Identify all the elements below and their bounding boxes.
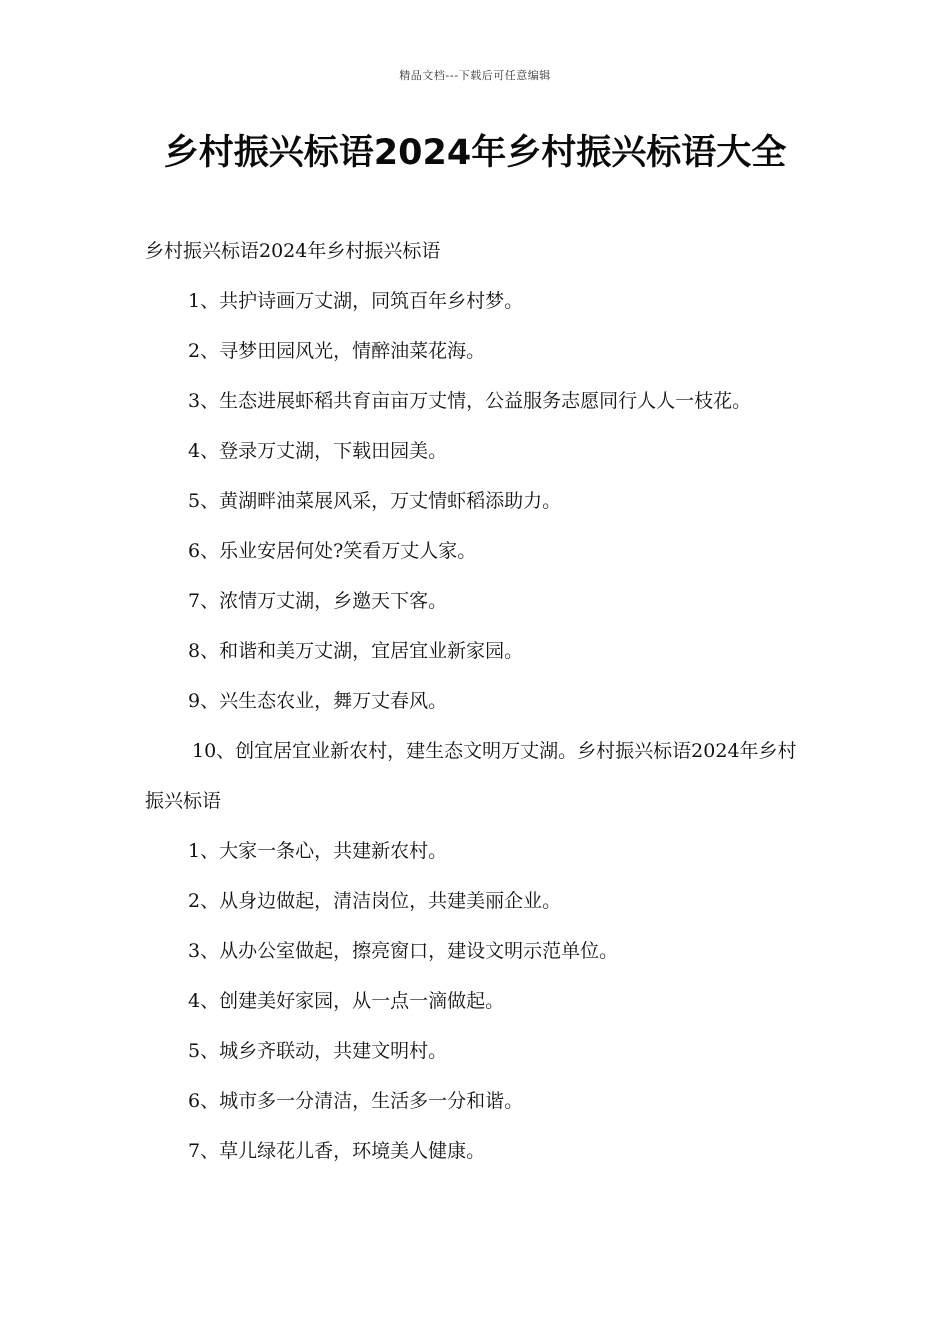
document-title: 乡村振兴标语2024年乡村振兴标语大全 [163,133,787,173]
list-item: 6、城市多一分清洁，生活多一分和谐。 [188,1090,524,1112]
document-body [145,226,805,1176]
list-item: 2、从身边做起，清洁岗位，共建美丽企业。 [188,890,562,912]
list-item: 1、共护诗画万丈湖，同筑百年乡村梦。 [188,290,524,312]
list-item: 2、寻梦田园风光，情醉油菜花海。 [188,340,486,362]
list-item: 4、创建美好家园，从一点一滴做起。 [188,990,505,1012]
page-header-note: 精品文档---下载后可任意编辑 [399,69,551,82]
list-item: 9、兴生态农业，舞万丈春风。 [188,690,448,712]
list-item: 10、创宜居宜业新农村，建生态文明万丈湖。乡村振兴标语2024年乡村振兴标语 [145,740,797,812]
list-item: 7、草儿绿花儿香，环境美人健康。 [188,1140,486,1162]
list-item: 1、大家一条心，共建新农村。 [188,840,448,862]
list-item: 4、登录万丈湖，下载田园美。 [188,440,448,462]
list-item: 6、乐业安居何处?笑看万丈人家。 [188,540,477,562]
list-item: 3、生态进展虾稻共育亩亩万丈情，公益服务志愿同行人人一枝花。 [188,390,752,412]
list-item: 5、城乡齐联动，共建文明村。 [188,1040,448,1062]
list-item: 3、从办公室做起，擦亮窗口，建设文明示范单位。 [188,940,619,962]
list-item: 8、和谐和美万丈湖，宜居宜业新家园。 [188,640,524,662]
list-item: 5、黄湖畔油菜展风采，万丈情虾稻添助力。 [188,490,562,512]
list-item: 7、浓情万丈湖，乡邀天下客。 [188,590,448,612]
intro-line: 乡村振兴标语2024年乡村振兴标语 [145,240,441,262]
